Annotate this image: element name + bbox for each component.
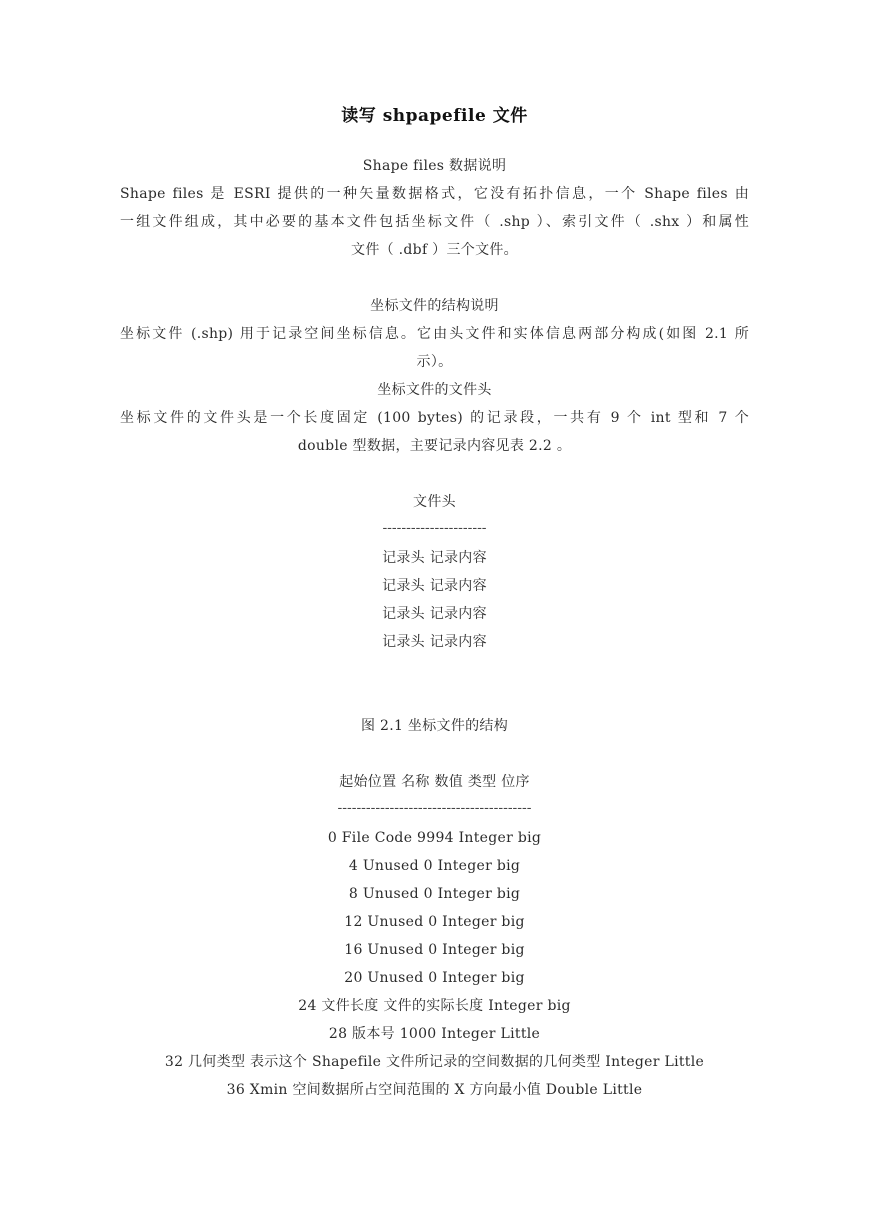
table-row: 12 Unused 0 Integer big xyxy=(344,914,525,930)
paragraph-line: 文件（ .dbf ）三个文件。 xyxy=(351,242,518,258)
figure-separator: ---------------------- xyxy=(382,520,487,536)
paragraph-line: double 型数据，主要记录内容见表 2.2 。 xyxy=(297,438,572,454)
table-row: 4 Unused 0 Integer big xyxy=(348,858,521,874)
paragraph-line: 一组文件组成，其中必要的基本文件包括坐标文件（ .shp ）、索引文件（ .shx ）和属性 xyxy=(120,214,749,230)
table-row: 36 Xmin 空间数据所占空间范围的 X 方向最小值 Double Little xyxy=(226,1082,643,1098)
table-row: 8 Unused 0 Integer big xyxy=(348,886,521,902)
table-separator: ----------------------------------------- xyxy=(337,800,532,816)
figure-caption: 图 2.1 坐标文件的结构 xyxy=(360,718,509,734)
section-heading-shape-files: Shape files 数据说明 xyxy=(362,158,507,174)
table-row: 16 Unused 0 Integer big xyxy=(344,942,525,958)
table-row: 32 几何类型 表示这个 Shapefile 文件所记录的空间数据的几何类型 Integer Little xyxy=(164,1054,705,1070)
table-header: 起始位置 名称 数值 类型 位序 xyxy=(339,774,530,790)
paragraph-line: 坐标文件的文件头是一个长度固定 (100 bytes) 的记录段，一共有 9 个 int 型和 7 个 xyxy=(120,410,749,426)
table-row: 20 Unused 0 Integer big xyxy=(344,970,525,986)
paragraph-line: Shape files 是 ESRI 提供的一种矢量数据格式，它没有拓扑信息，一个 Shape files 由 xyxy=(120,186,749,202)
table-row: 0 File Code 9994 Integer big xyxy=(327,830,542,846)
subheading-file-header: 坐标文件的文件头 xyxy=(377,382,492,398)
figure-row: 记录头 记录内容 xyxy=(382,606,487,622)
table-row: 24 文件长度 文件的实际长度 Integer big xyxy=(298,998,571,1014)
table-row: 28 版本号 1000 Integer Little xyxy=(328,1026,541,1042)
figure-row: 记录头 记录内容 xyxy=(382,550,487,566)
figure-row: 记录头 记录内容 xyxy=(382,578,487,594)
document-title: 读写 shpapefile 文件 xyxy=(341,106,528,126)
figure-row: 记录头 记录内容 xyxy=(382,634,487,650)
section-heading-structure: 坐标文件的结构说明 xyxy=(370,298,499,314)
paragraph-line: 坐标文件 (.shp) 用于记录空间坐标信息。它由头文件和实体信息两部分构成(如图 2.1 所 xyxy=(120,326,749,342)
figure-header: 文件头 xyxy=(413,494,456,510)
paragraph-line: 示）。 xyxy=(416,354,453,370)
